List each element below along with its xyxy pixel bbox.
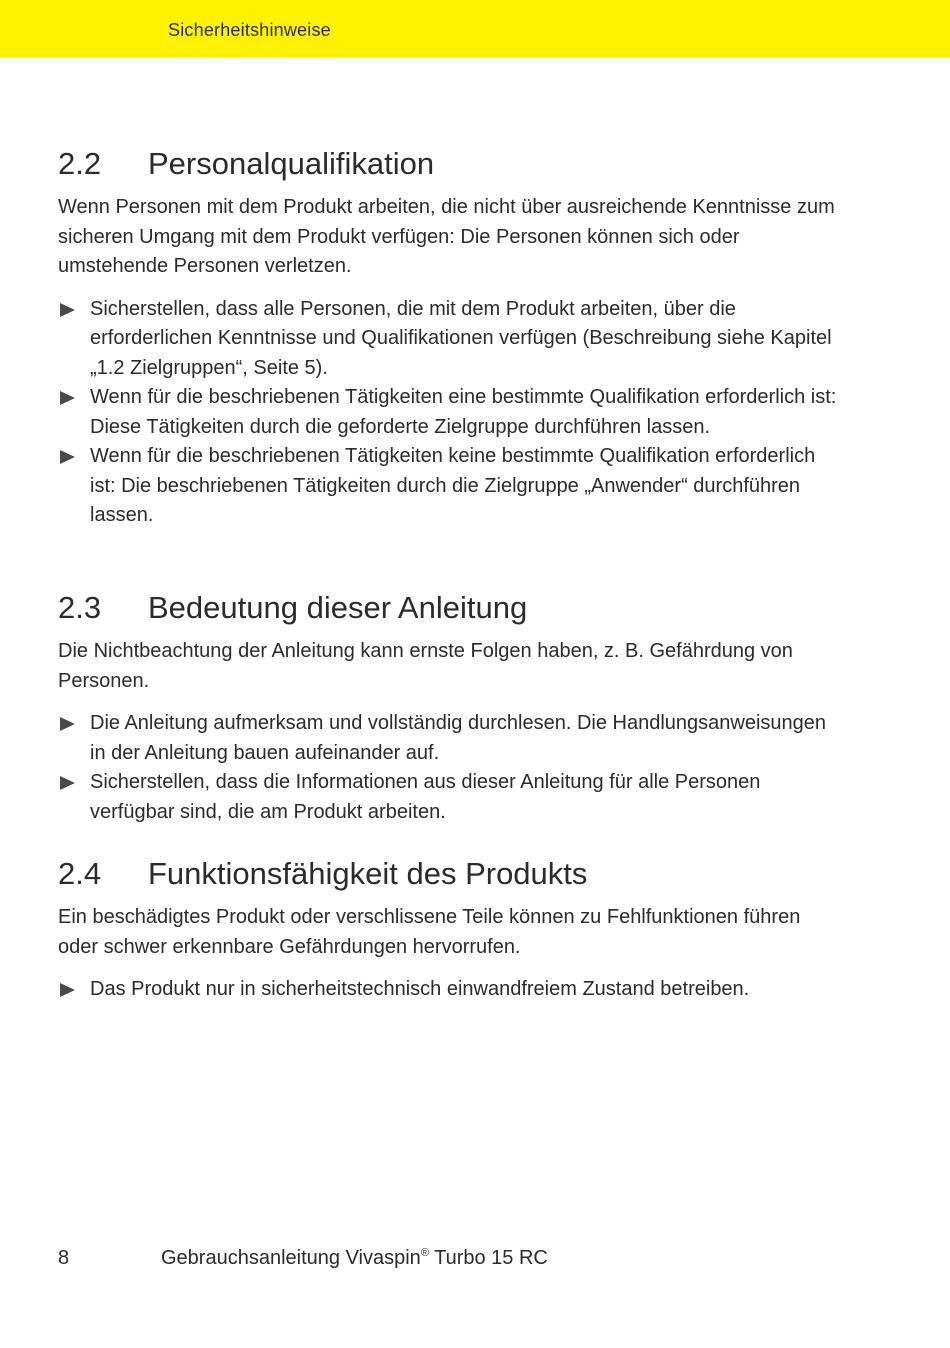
bullet-item (58, 709, 838, 768)
document-title-prefix: Gebrauchsanleitung Vivaspin (161, 1247, 421, 1269)
section-personalqualifikation (58, 145, 838, 531)
bullet-text: Wenn für die beschriebenen Tätigkeiten keine bestimmte Qualifikation erforderlich ist: Die beschriebenen Tätigkeiten durch die Zielgruppe „Anwender“ durchführen lassen. (90, 445, 816, 526)
chapter-header-bar (0, 0, 950, 57)
section-bedeutung-anleitung (58, 589, 838, 827)
bullet-text: Wenn für die beschriebenen Tätigkeiten eine bestimmte Qualifikation erforderlich ist: Diese Tätigkeiten durch die geforderte Zielgruppe durchführen lassen. (90, 386, 837, 438)
triangle-bullet-icon (58, 975, 90, 1005)
document-title (161, 1247, 548, 1270)
triangle-bullet-icon (58, 295, 90, 384)
section-heading (58, 855, 838, 893)
bullet-list (58, 975, 838, 1005)
section-heading (58, 145, 838, 183)
bullet-text: Die Anleitung aufmerksam und vollständig durchlesen. Die Handlungsanweisungen in der Anleitung bauen aufeinander auf. (90, 712, 827, 764)
bullet-text: Das Produkt nur in sicherheitstechnisch einwandfreiem Zustand betreiben. (90, 978, 750, 1000)
section-intro: Die Nichtbeachtung der Anleitung kann ernste Folgen haben, z. B. Gefährdung von Personen. (58, 640, 793, 692)
section-intro: Wenn Personen mit dem Produkt arbeiten, die nicht über ausreichende Kenntnisse zum sicheren Umgang mit dem Produkt verfügen: Die Personen können sich oder umstehende Personen verletzen. (58, 196, 835, 277)
bullet-list (58, 709, 838, 827)
document-title-suffix: Turbo 15 RC (428, 1247, 548, 1269)
bullet-list (58, 295, 838, 531)
section-number: 2.4 (58, 856, 102, 891)
section-number: 2.3 (58, 590, 102, 625)
bullet-item (58, 383, 838, 442)
section-intro: Ein beschädigtes Produkt oder verschlissene Teile können zu Fehlfunktionen führen oder schwer erkennbare Gefährdungen hervorrufen. (58, 906, 801, 958)
bullet-text: Sicherstellen, dass alle Personen, die mit dem Produkt arbeiten, über die erforderlichen Kenntnisse und Qualifikationen verfügen (Beschreibung siehe Kapitel „1.2 Zielgruppen“, Seite 5). (90, 297, 832, 379)
bullet-item (58, 768, 838, 827)
section-title: Personalqualifikation (148, 146, 435, 181)
chapter-title: Sicherheitshinweise (168, 20, 331, 40)
bullet-item (58, 295, 838, 384)
section-heading (58, 589, 838, 627)
bullet-text: Sicherstellen, dass die Informationen aus dieser Anleitung für alle Personen verfügbar sind, die am Produkt arbeiten. (90, 771, 761, 823)
triangle-bullet-icon (58, 383, 90, 442)
bullet-item (58, 975, 838, 1005)
page-number: 8 (58, 1247, 70, 1269)
registered-mark: ® (420, 1247, 429, 1259)
section-number: 2.2 (58, 146, 102, 181)
section-funktionsfaehigkeit (58, 855, 838, 1005)
section-title: Funktionsfähigkeit des Produkts (148, 856, 588, 891)
triangle-bullet-icon (58, 709, 90, 768)
section-title: Bedeutung dieser Anleitung (148, 590, 528, 625)
triangle-bullet-icon (58, 442, 90, 531)
triangle-bullet-icon (58, 768, 90, 827)
bullet-item (58, 442, 838, 531)
